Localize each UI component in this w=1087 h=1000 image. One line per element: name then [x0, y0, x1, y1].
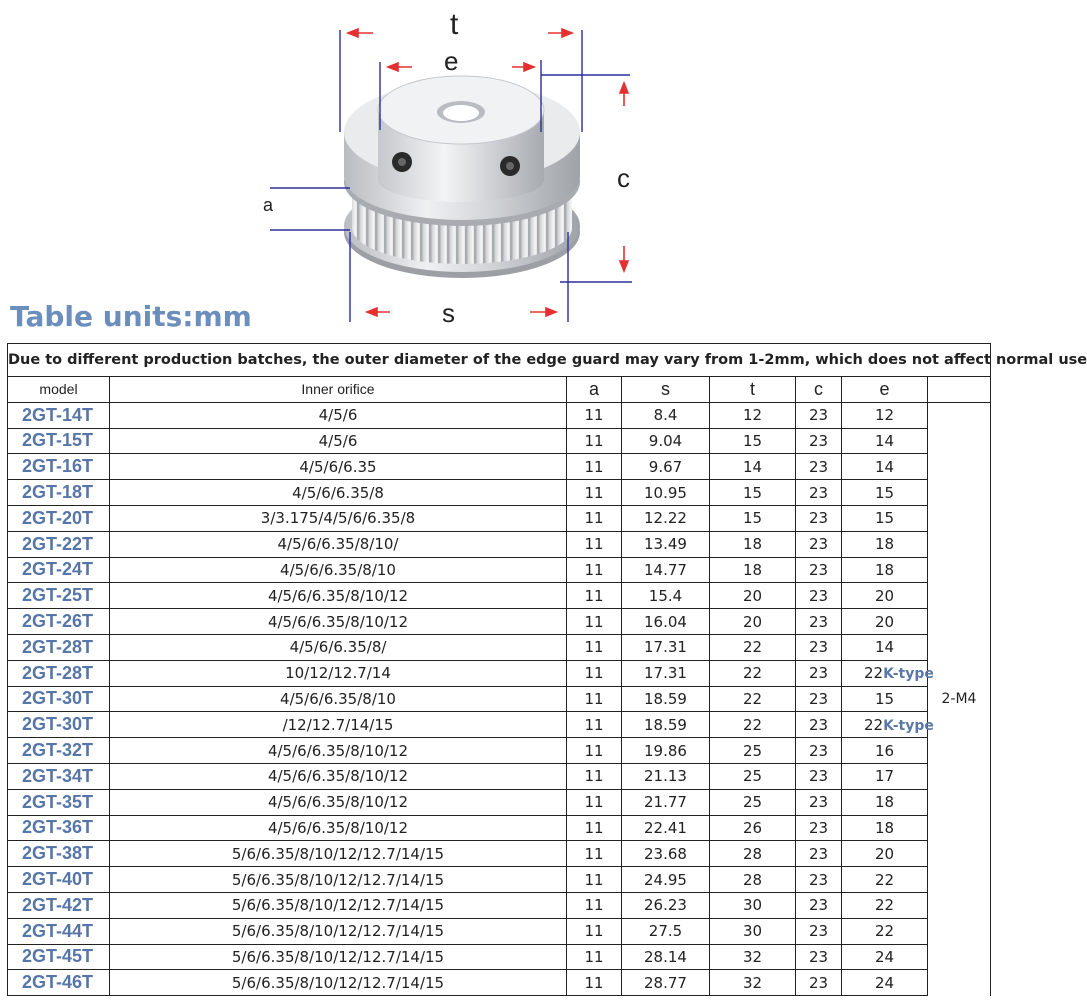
inner-orifice-cell: 4/5/6 — [110, 428, 567, 454]
t-cell: 22 — [710, 712, 796, 738]
table-row — [8, 454, 991, 480]
k-type-label: K-type — [883, 717, 934, 734]
header-c: c — [796, 377, 842, 403]
model-cell: 2GT-15T — [8, 428, 110, 454]
t-cell: 15 — [710, 505, 796, 531]
table-row — [8, 738, 991, 764]
e-cell: 20 — [842, 583, 928, 609]
c-cell: 23 — [796, 970, 842, 996]
c-cell: 23 — [796, 634, 842, 660]
dimension-label-e: e — [444, 46, 459, 76]
e-cell: 14 — [842, 428, 928, 454]
model-cell: 2GT-14T — [8, 402, 110, 428]
s-cell: 9.04 — [622, 428, 710, 454]
t-cell: 30 — [710, 892, 796, 918]
inner-orifice-cell: 3/3.175/4/5/6/6.35/8 — [110, 505, 567, 531]
inner-orifice-cell: 5/6/6.35/8/10/12/12.7/14/15 — [110, 892, 567, 918]
e-cell: 20 — [842, 841, 928, 867]
model-cell: 2GT-30T — [8, 686, 110, 712]
a-cell: 11 — [567, 557, 622, 583]
hub — [378, 76, 544, 202]
table-row — [8, 712, 991, 738]
table-row — [8, 609, 991, 635]
t-cell: 22 — [710, 686, 796, 712]
a-cell: 11 — [567, 867, 622, 893]
inner-orifice-cell: 10/12/12.7/14 — [110, 660, 567, 686]
s-cell: 15.4 — [622, 583, 710, 609]
header-s: s — [622, 377, 710, 403]
s-cell: 18.59 — [622, 686, 710, 712]
e-cell: 14 — [842, 454, 928, 480]
inner-orifice-cell: 4/5/6 — [110, 402, 567, 428]
a-cell: 11 — [567, 402, 622, 428]
e-cell: 18 — [842, 815, 928, 841]
t-cell: 20 — [710, 609, 796, 635]
t-cell: 22 — [710, 634, 796, 660]
pulley-dimension-diagram — [0, 0, 1000, 330]
model-cell: 2GT-24T — [8, 557, 110, 583]
c-cell: 23 — [796, 583, 842, 609]
model-cell: 2GT-22T — [8, 531, 110, 557]
t-cell: 28 — [710, 867, 796, 893]
e-cell: 12 — [842, 402, 928, 428]
table-row — [8, 557, 991, 583]
a-cell: 11 — [567, 454, 622, 480]
t-cell: 25 — [710, 789, 796, 815]
e-value: 22 — [864, 715, 884, 734]
model-cell: 2GT-18T — [8, 480, 110, 506]
inner-orifice-cell: 4/5/6/6.35/8 — [110, 480, 567, 506]
s-cell: 21.77 — [622, 789, 710, 815]
t-cell: 14 — [710, 454, 796, 480]
table-row — [8, 763, 991, 789]
table-row — [8, 892, 991, 918]
a-cell: 11 — [567, 970, 622, 996]
table-row — [8, 841, 991, 867]
a-cell: 11 — [567, 944, 622, 970]
t-cell: 12 — [710, 402, 796, 428]
s-cell: 26.23 — [622, 892, 710, 918]
table-units-title: Table units:mm — [10, 300, 252, 333]
c-cell: 23 — [796, 480, 842, 506]
t-cell: 15 — [710, 480, 796, 506]
c-cell: 23 — [796, 712, 842, 738]
inner-orifice-cell: 4/5/6/6.35/8/10/12 — [110, 789, 567, 815]
e-cell: 22 — [842, 867, 928, 893]
c-cell: 23 — [796, 531, 842, 557]
model-cell: 2GT-40T — [8, 867, 110, 893]
model-cell: 2GT-28T — [8, 660, 110, 686]
table-body — [8, 344, 1087, 996]
t-cell: 18 — [710, 531, 796, 557]
production-notice: Due to different production batches, the outer diameter of the edge guard may vary from 1-2mm, which does not affect normal use — [8, 344, 991, 377]
c-cell: 23 — [796, 738, 842, 764]
a-cell: 11 — [567, 712, 622, 738]
model-cell: 2GT-25T — [8, 583, 110, 609]
table-row — [8, 583, 991, 609]
model-cell: 2GT-26T — [8, 609, 110, 635]
inner-orifice-cell: 4/5/6/6.35/8/10/12 — [110, 583, 567, 609]
t-cell: 18 — [710, 557, 796, 583]
header-inner-orifice: Inner orifice — [110, 377, 567, 403]
table-row — [8, 789, 991, 815]
table-row — [8, 867, 991, 893]
e-cell: 15 — [842, 505, 928, 531]
a-cell: 11 — [567, 686, 622, 712]
inner-orifice-cell: 5/6/6.35/8/10/12/12.7/14/15 — [110, 841, 567, 867]
e-cell: 14 — [842, 634, 928, 660]
a-cell: 11 — [567, 480, 622, 506]
e-cell: 15 — [842, 686, 928, 712]
table-row — [8, 531, 991, 557]
model-cell: 2GT-30T — [8, 712, 110, 738]
s-cell: 9.67 — [622, 454, 710, 480]
c-cell: 23 — [796, 763, 842, 789]
t-cell: 32 — [710, 970, 796, 996]
inner-orifice-cell: 4/5/6/6.35/8/10/12 — [110, 609, 567, 635]
model-cell: 2GT-20T — [8, 505, 110, 531]
inner-orifice-cell: 4/5/6/6.35/8/10 — [110, 557, 567, 583]
inner-orifice-cell: 4/5/6/6.35/8/10/ — [110, 531, 567, 557]
t-cell: 20 — [710, 583, 796, 609]
inner-orifice-cell: 4/5/6/6.35/8/10/12 — [110, 763, 567, 789]
inner-orifice-cell: 4/5/6/6.35/8/10/12 — [110, 738, 567, 764]
a-cell: 11 — [567, 609, 622, 635]
t-cell: 32 — [710, 944, 796, 970]
a-cell: 11 — [567, 789, 622, 815]
t-cell: 26 — [710, 815, 796, 841]
inner-orifice-cell: 4/5/6/6.35/8/10 — [110, 686, 567, 712]
c-cell: 23 — [796, 428, 842, 454]
e-cell: 18 — [842, 557, 928, 583]
a-cell: 11 — [567, 841, 622, 867]
s-cell: 24.95 — [622, 867, 710, 893]
e-cell: 18 — [842, 531, 928, 557]
s-cell: 28.14 — [622, 944, 710, 970]
s-cell: 18.59 — [622, 712, 710, 738]
s-cell: 17.31 — [622, 634, 710, 660]
c-cell: 23 — [796, 918, 842, 944]
pulley-spec-table — [7, 343, 1087, 996]
dimension-label-s: s — [442, 298, 455, 328]
table-row — [8, 505, 991, 531]
table-row — [8, 402, 991, 428]
a-cell: 11 — [567, 815, 622, 841]
table-row — [8, 918, 991, 944]
c-cell: 23 — [796, 660, 842, 686]
header-t: t — [710, 377, 796, 403]
table-row — [8, 660, 991, 686]
s-cell: 23.68 — [622, 841, 710, 867]
c-cell: 23 — [796, 841, 842, 867]
pulley-illustration — [0, 0, 1000, 330]
e-cell: 20 — [842, 609, 928, 635]
s-cell: 19.86 — [622, 738, 710, 764]
s-cell: 12.22 — [622, 505, 710, 531]
table-row — [8, 686, 991, 712]
c-cell: 23 — [796, 892, 842, 918]
s-cell: 16.04 — [622, 609, 710, 635]
dimension-label-a: a — [263, 195, 274, 215]
a-cell: 11 — [567, 738, 622, 764]
inner-orifice-cell: 4/5/6/6.35 — [110, 454, 567, 480]
model-cell: 2GT-32T — [8, 738, 110, 764]
model-cell: 2GT-35T — [8, 789, 110, 815]
e-cell: 22 — [842, 892, 928, 918]
c-cell: 23 — [796, 609, 842, 635]
model-cell: 2GT-42T — [8, 892, 110, 918]
s-cell: 28.77 — [622, 970, 710, 996]
e-cell: 17 — [842, 763, 928, 789]
inner-orifice-cell: 5/6/6.35/8/10/12/12.7/14/15 — [110, 970, 567, 996]
table-row — [8, 480, 991, 506]
e-value: 22 — [864, 664, 884, 683]
s-cell: 22.41 — [622, 815, 710, 841]
a-cell: 11 — [567, 634, 622, 660]
model-cell: 2GT-28T — [8, 634, 110, 660]
table-row — [8, 970, 991, 996]
e-cell — [842, 712, 934, 738]
a-cell: 11 — [567, 531, 622, 557]
k-type-label: K-type — [883, 666, 934, 683]
c-cell: 23 — [796, 505, 842, 531]
s-cell: 27.5 — [622, 918, 710, 944]
dimension-label-c: c — [617, 163, 630, 193]
e-cell — [842, 660, 934, 686]
notice-row — [8, 344, 991, 377]
t-cell: 30 — [710, 918, 796, 944]
table-row — [8, 634, 991, 660]
inner-orifice-cell: 5/6/6.35/8/10/12/12.7/14/15 — [110, 918, 567, 944]
e-cell: 24 — [842, 944, 928, 970]
e-cell: 16 — [842, 738, 928, 764]
inner-orifice-cell: /12/12.7/14/15 — [110, 712, 567, 738]
e-cell: 22 — [842, 918, 928, 944]
a-cell: 11 — [567, 428, 622, 454]
a-cell: 11 — [567, 505, 622, 531]
a-cell: 11 — [567, 918, 622, 944]
header-row — [8, 377, 991, 403]
e-cell: 24 — [842, 970, 928, 996]
header-a: a — [567, 377, 622, 403]
s-cell: 21.13 — [622, 763, 710, 789]
c-cell: 23 — [796, 867, 842, 893]
c-cell: 23 — [796, 557, 842, 583]
model-cell: 2GT-45T — [8, 944, 110, 970]
header-e: e — [842, 377, 928, 403]
s-cell: 8.4 — [622, 402, 710, 428]
inner-orifice-cell: 4/5/6/6.35/8/10/12 — [110, 815, 567, 841]
c-cell: 23 — [796, 944, 842, 970]
t-cell: 25 — [710, 738, 796, 764]
model-cell: 2GT-36T — [8, 815, 110, 841]
s-cell: 17.31 — [622, 660, 710, 686]
e-cell: 18 — [842, 789, 928, 815]
c-cell: 23 — [796, 815, 842, 841]
inner-orifice-cell: 5/6/6.35/8/10/12/12.7/14/15 — [110, 944, 567, 970]
a-cell: 11 — [567, 660, 622, 686]
c-cell: 23 — [796, 789, 842, 815]
inner-orifice-cell: 4/5/6/6.35/8/ — [110, 634, 567, 660]
dimension-label-t: t — [450, 8, 459, 41]
table-row — [8, 944, 991, 970]
model-cell: 2GT-34T — [8, 763, 110, 789]
header-model: model — [8, 377, 110, 403]
set-screw-spec: 2-M4 — [928, 402, 991, 995]
c-cell: 23 — [796, 402, 842, 428]
a-cell: 11 — [567, 892, 622, 918]
s-cell: 10.95 — [622, 480, 710, 506]
c-cell: 23 — [796, 686, 842, 712]
a-cell: 11 — [567, 763, 622, 789]
header-blank — [928, 377, 991, 403]
t-cell: 25 — [710, 763, 796, 789]
model-cell: 2GT-44T — [8, 918, 110, 944]
model-cell: 2GT-16T — [8, 454, 110, 480]
model-cell: 2GT-38T — [8, 841, 110, 867]
t-cell: 15 — [710, 428, 796, 454]
table-row — [8, 428, 991, 454]
t-cell: 28 — [710, 841, 796, 867]
inner-orifice-cell: 5/6/6.35/8/10/12/12.7/14/15 — [110, 867, 567, 893]
c-cell: 23 — [796, 454, 842, 480]
table-row — [8, 815, 991, 841]
s-cell: 14.77 — [622, 557, 710, 583]
s-cell: 13.49 — [622, 531, 710, 557]
a-cell: 11 — [567, 583, 622, 609]
e-cell: 15 — [842, 480, 928, 506]
t-cell: 22 — [710, 660, 796, 686]
model-cell: 2GT-46T — [8, 970, 110, 996]
